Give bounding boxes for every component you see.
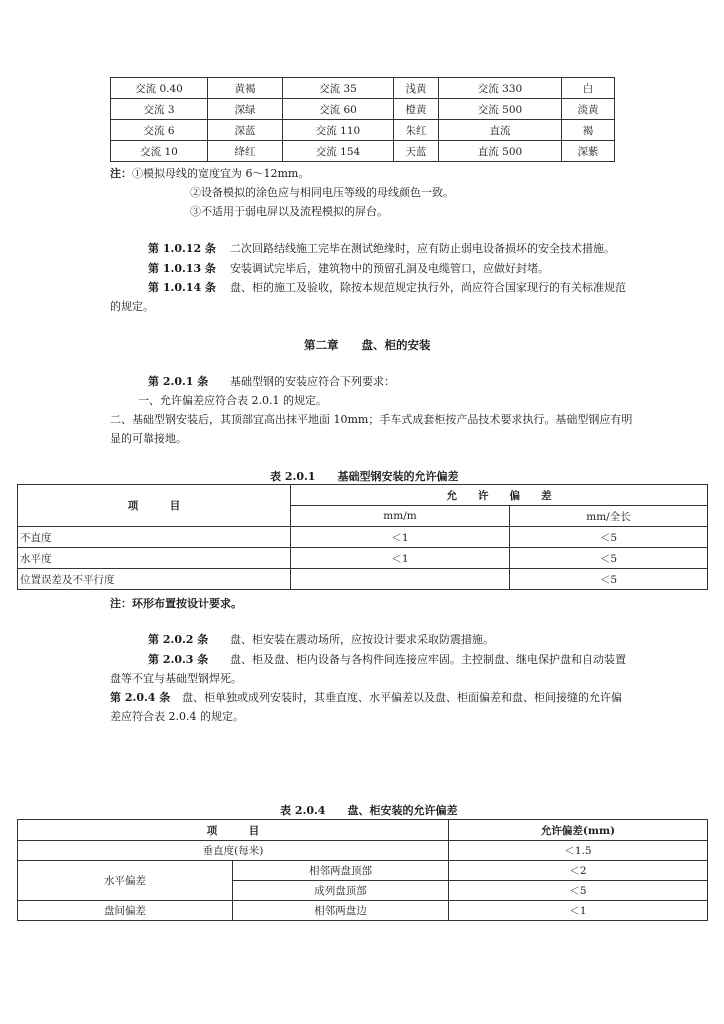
note-item: ③不适用于弱电屏以及流程模拟的屏台。	[190, 205, 388, 218]
article-text-continued: 差应符合表 2.0.4 的规定。	[110, 710, 244, 723]
subheader-per-meter: mm/m	[291, 506, 510, 527]
table-cell: 不直度	[18, 527, 291, 548]
table-header-row	[18, 485, 708, 506]
table-cell: 深绿	[208, 99, 283, 120]
table-cell: 深蓝	[208, 120, 283, 141]
article-text: 盘、柜及盘、柜内设备与各构件间连接应牢固。主控制盘、继电保护盘和自动装置	[230, 653, 626, 666]
busbar-color-table	[110, 77, 615, 162]
table-row	[18, 548, 708, 569]
table-cell: 交流 330	[439, 78, 562, 99]
article-number: 第 2.0.1 条	[148, 375, 209, 388]
article-item: 二、基础型钢安装后，其顶部宜高出抹平地面 10mm；手车式成套柜按产品技术要求执行。基础型钢应有明	[110, 413, 633, 426]
table-cell: 交流 35	[283, 78, 394, 99]
table-cell: 绛红	[208, 141, 283, 162]
note-text: 注：环形布置按设计要求。	[110, 597, 242, 610]
table-cell: 交流 3	[111, 99, 208, 120]
table-cell: 相邻两盘边	[233, 901, 449, 921]
table-cell: 盘间偏差	[18, 901, 233, 921]
table-cell: 位置误差及不平行度	[18, 569, 291, 590]
table-cell	[291, 569, 510, 590]
table-cell: 交流 110	[283, 120, 394, 141]
table-cell: 交流 60	[283, 99, 394, 120]
note-label: 注：	[110, 167, 132, 180]
header-tolerance: 允 许 偏 差	[291, 485, 708, 506]
subheader-full-length: mm/全长	[510, 506, 708, 527]
table-cell: 垂直度(每米)	[18, 841, 449, 861]
table-cell: 朱红	[394, 120, 439, 141]
table-row	[111, 99, 615, 120]
note-item: ①模拟母线的宽度宜为 6～12mm。	[132, 167, 310, 180]
table-cell: ＜1	[291, 527, 510, 548]
article-number: 第 1.0.12 条	[148, 242, 216, 255]
table-cell: 交流 154	[283, 141, 394, 162]
table-cell: 直流 500	[439, 141, 562, 162]
table-cell: ＜5	[510, 527, 708, 548]
article-item: 一、允许偏差应符合表 2.0.1 的规定。	[138, 394, 327, 407]
article-number: 第 1.0.13 条	[148, 262, 216, 275]
table-cell: 交流 10	[111, 141, 208, 162]
table-cell: 相邻两盘顶部	[233, 861, 449, 881]
table-cell: 交流 6	[111, 120, 208, 141]
header-item: 项 目	[18, 820, 449, 841]
chapter-title: 第二章 盘、柜的安装	[304, 338, 431, 352]
article-number: 第 2.0.3 条	[148, 653, 209, 666]
cabinet-install-tolerance-table	[17, 819, 708, 921]
table-cell: ＜5	[449, 881, 708, 901]
article-text-continued: 的规定。	[110, 300, 154, 313]
table-cell: 直流	[439, 120, 562, 141]
table-cell: ＜5	[510, 569, 708, 590]
article-number: 第 1.0.14 条	[148, 281, 216, 294]
article-text: 安装调试完毕后，建筑物中的预留孔洞及电缆管口，应做好封堵。	[230, 262, 549, 275]
table-row	[111, 141, 615, 162]
table-row	[18, 861, 708, 881]
note-item: ②设备模拟的涂色应与相同电压等级的母线颜色一致。	[190, 186, 454, 199]
table-204-body	[18, 820, 708, 921]
table-cell: 交流 0.40	[111, 78, 208, 99]
table-cell: 褐	[562, 120, 615, 141]
table-cell: 水平度	[18, 548, 291, 569]
article-text: 基础型钢的安装应符合下列要求：	[230, 375, 395, 388]
article-text: 二次回路结线施工完毕在测试绝缘时，应有防止弱电设备损坏的安全技术措施。	[230, 242, 615, 255]
table-cell: 天蓝	[394, 141, 439, 162]
article-text: 盘、柜单独或成列安装时，其垂直度、水平偏差以及盘、柜面偏差和盘、柜间接缝的允许偏	[182, 691, 622, 704]
table-note	[110, 597, 242, 611]
header-tolerance: 允许偏差(mm)	[449, 820, 708, 841]
table-row	[18, 527, 708, 548]
table-cell: 深紫	[562, 141, 615, 162]
color-table-body	[111, 78, 615, 162]
article-number: 第 2.0.2 条	[148, 633, 209, 646]
article-item-continued: 显的可靠接地。	[110, 432, 187, 445]
table-row	[18, 841, 708, 861]
table-cell: ＜1	[291, 548, 510, 569]
foundation-steel-tolerance-table	[17, 484, 708, 590]
table-header-row	[18, 820, 708, 841]
table-cell: ＜5	[510, 548, 708, 569]
table-row	[18, 901, 708, 921]
header-item: 项 目	[18, 485, 291, 527]
table-row	[111, 120, 615, 141]
table-cell: 黄褐	[208, 78, 283, 99]
article-text-continued: 盘等不宜与基础型钢焊死。	[110, 672, 242, 685]
table-cell: 白	[562, 78, 615, 99]
table-cell: ＜1	[449, 901, 708, 921]
table-201-body	[18, 485, 708, 590]
table-cell: 淡黄	[562, 99, 615, 120]
table-caption: 表 2.0.4 盘、柜安装的允许偏差	[280, 804, 458, 817]
table-cell: 浅黄	[394, 78, 439, 99]
article-number: 第 2.0.4 条	[110, 691, 171, 704]
table-row	[18, 569, 708, 590]
article-text: 盘、柜安装在震动场所，应按设计要求采取防震措施。	[230, 633, 494, 646]
table-cell: 橙黄	[394, 99, 439, 120]
table-row	[111, 78, 615, 99]
article-text: 盘、柜的施工及验收，除按本规范规定执行外，尚应符合国家现行的有关标准规范	[230, 281, 626, 294]
table-cell: ＜1.5	[449, 841, 708, 861]
table-cell: 水平偏差	[18, 861, 233, 901]
table-cell: ＜2	[449, 861, 708, 881]
table-cell: 成列盘顶部	[233, 881, 449, 901]
table-cell: 交流 500	[439, 99, 562, 120]
table-caption: 表 2.0.1 基础型钢安装的允许偏差	[270, 470, 459, 483]
